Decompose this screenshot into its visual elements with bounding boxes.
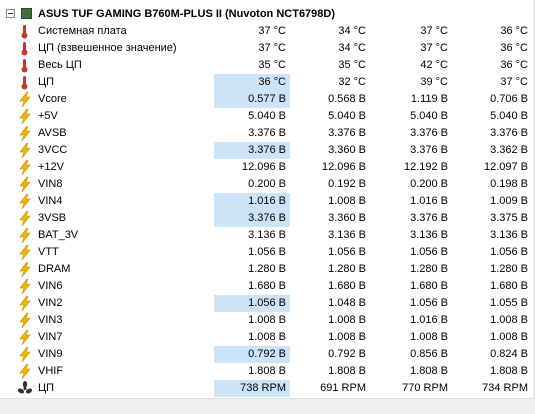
value-cell-1: [214, 363, 290, 380]
value-cell-4: [452, 244, 532, 261]
sensor-value: 1.808 В: [410, 365, 448, 377]
sensor-value: 36 °C: [258, 76, 286, 88]
sensor-group-title: ASUS TUF GAMING B760M-PLUS II (Nuvoton NCT6798D): [38, 8, 336, 20]
value-cell-1: [214, 346, 290, 363]
sensor-row[interactable]: [0, 23, 535, 40]
sensor-value: 39 °C: [420, 76, 448, 88]
sensor-row[interactable]: [0, 329, 535, 346]
value-cell-4: [452, 295, 532, 312]
thermometer-icon: [17, 75, 33, 90]
value-cell-4: [452, 261, 532, 278]
value-cell-3: [370, 363, 452, 380]
value-cell-3: [370, 108, 452, 125]
sensor-label: DRAM: [38, 263, 71, 275]
value-cell-4: [452, 176, 532, 193]
sensor-label: +5V: [38, 110, 58, 122]
sensor-label: Весь ЦП: [38, 59, 82, 71]
sensor-value: 0.198 В: [490, 178, 528, 190]
sensor-value: 32 °C: [338, 76, 366, 88]
value-cell-4: [452, 210, 532, 227]
sensor-label: VIN6: [38, 280, 63, 292]
sensor-label: VIN4: [38, 195, 63, 207]
fan-icon: [17, 381, 33, 396]
lightning-icon: [17, 330, 33, 345]
sensor-value: 1.008 В: [410, 331, 448, 343]
value-cell-3: [370, 278, 452, 295]
lightning-icon: [17, 92, 33, 107]
sensor-value: 3.362 В: [490, 144, 528, 156]
value-cell-3: [370, 91, 452, 108]
value-cell-3: [370, 74, 452, 91]
sensor-value: 3.376 В: [410, 144, 448, 156]
value-cell-3: [370, 125, 452, 142]
value-cell-2: [290, 380, 370, 397]
value-cell-3: [370, 380, 452, 397]
sensor-value: 1.008 В: [490, 314, 528, 326]
sensor-value: 1.016 В: [410, 195, 448, 207]
value-cell-3: [370, 227, 452, 244]
sensor-value: 1.016 В: [410, 314, 448, 326]
sensor-value: 3.360 В: [328, 212, 366, 224]
sensor-value: 12.096 В: [241, 161, 286, 173]
value-cell-3: [370, 346, 452, 363]
sensor-row[interactable]: [0, 363, 535, 380]
sensor-value: 37 °C: [258, 25, 286, 37]
sensor-label: BAT_3V: [38, 229, 79, 241]
sensor-value: 12.097 В: [483, 161, 528, 173]
sensor-row[interactable]: [0, 142, 535, 159]
value-cell-1: [214, 380, 290, 397]
sensor-row[interactable]: [0, 346, 535, 363]
sensor-row[interactable]: [0, 193, 535, 210]
lightning-icon: [17, 313, 33, 328]
sensor-label: VIN3: [38, 314, 63, 326]
sensor-value: 1.056 В: [490, 246, 528, 258]
sensor-value: 1.056 В: [410, 246, 448, 258]
value-cell-2: [290, 329, 370, 346]
value-cell-4: [452, 40, 532, 57]
sensor-value: 37 °C: [258, 42, 286, 54]
value-cell-4: [452, 329, 532, 346]
sensor-value: 36 °C: [500, 59, 528, 71]
value-cell-4: [452, 312, 532, 329]
sensor-label: VIN7: [38, 331, 63, 343]
sensor-value: 12.096 В: [321, 161, 366, 173]
sensor-value: 35 °C: [338, 59, 366, 71]
sensor-value: 5.040 В: [490, 110, 528, 122]
value-cell-4: [452, 278, 532, 295]
sensor-value: 1.008 В: [490, 331, 528, 343]
sensor-value: 12.192 В: [403, 161, 448, 173]
sensor-value: 1.008 В: [328, 195, 366, 207]
sensor-label: Системная плата: [38, 25, 127, 37]
sensor-label: VIN2: [38, 297, 63, 309]
sensor-value: 0.200 В: [248, 178, 286, 190]
sensor-row[interactable]: [0, 57, 535, 74]
value-cell-2: [290, 244, 370, 261]
horizontal-scrollbar[interactable]: [0, 398, 535, 414]
sensor-value: 0.577 В: [248, 93, 286, 105]
sensor-value: 0.824 В: [490, 348, 528, 360]
sensor-value: 3.376 В: [328, 127, 366, 139]
value-cell-1: [214, 193, 290, 210]
value-cell-4: [452, 23, 532, 40]
value-cell-2: [290, 159, 370, 176]
lightning-icon: [17, 126, 33, 141]
sensor-value: 1.280 В: [328, 263, 366, 275]
sensor-row[interactable]: [0, 108, 535, 125]
thermometer-icon: [17, 58, 33, 73]
sensor-label: ЦП: [38, 76, 55, 88]
value-cell-4: [452, 74, 532, 91]
value-cell-1: [214, 295, 290, 312]
value-cell-2: [290, 74, 370, 91]
sensor-value: 1.808 В: [248, 365, 286, 377]
value-cell-3: [370, 244, 452, 261]
thermometer-icon: [17, 41, 33, 56]
sensor-row[interactable]: [0, 380, 535, 397]
value-cell-1: [214, 210, 290, 227]
value-cell-2: [290, 40, 370, 57]
sensor-value: 37 °C: [420, 25, 448, 37]
value-cell-2: [290, 227, 370, 244]
sensor-label: ЦП (взвешенное значение): [38, 42, 177, 54]
sensor-value: 1.280 В: [490, 263, 528, 275]
sensor-value: 1.119 В: [410, 93, 448, 105]
sensor-label: VHIF: [38, 365, 64, 377]
motherboard-chip-icon: [21, 8, 32, 19]
sensor-row[interactable]: [0, 40, 535, 57]
sensor-value: 0.192 В: [328, 178, 366, 190]
value-cell-3: [370, 40, 452, 57]
lightning-icon: [17, 211, 33, 226]
value-cell-3: [370, 295, 452, 312]
value-cell-1: [214, 108, 290, 125]
sensor-row[interactable]: [0, 244, 535, 261]
sensor-label: AVSB: [38, 127, 67, 139]
sensor-value: 738 RPM: [240, 382, 286, 394]
value-cell-4: [452, 125, 532, 142]
sensor-value: 3.136 В: [410, 229, 448, 241]
sensor-value: 0.200 В: [410, 178, 448, 190]
value-cell-4: [452, 193, 532, 210]
value-cell-2: [290, 142, 370, 159]
value-cell-2: [290, 346, 370, 363]
sensor-value: 1.056 В: [328, 246, 366, 258]
sensor-value: 1.680 В: [490, 280, 528, 292]
sensor-label: Vcore: [38, 93, 67, 105]
sensor-value: 3.360 В: [328, 144, 366, 156]
sensor-value: 5.040 В: [410, 110, 448, 122]
sensor-row[interactable]: [0, 159, 535, 176]
sensor-value: 1.008 В: [328, 314, 366, 326]
value-cell-2: [290, 91, 370, 108]
value-cell-3: [370, 210, 452, 227]
sensor-value: 1.680 В: [248, 280, 286, 292]
sensor-value: 42 °C: [420, 59, 448, 71]
value-cell-1: [214, 312, 290, 329]
value-cell-1: [214, 125, 290, 142]
lightning-icon: [17, 143, 33, 158]
value-cell-3: [370, 193, 452, 210]
sensor-value: 1.016 В: [248, 195, 286, 207]
sensor-value: 36 °C: [500, 25, 528, 37]
sensor-row[interactable]: [0, 210, 535, 227]
value-cell-1: [214, 23, 290, 40]
value-cell-2: [290, 261, 370, 278]
sensor-row[interactable]: [0, 125, 535, 142]
value-cell-4: [452, 57, 532, 74]
sensor-label: 3VCC: [38, 144, 68, 156]
sensor-row[interactable]: [0, 227, 535, 244]
sensor-value: 0.792 В: [248, 348, 286, 360]
sensor-value: 3.375 В: [490, 212, 528, 224]
sensor-value: 0.856 В: [410, 348, 448, 360]
sensor-row[interactable]: [0, 312, 535, 329]
value-cell-2: [290, 23, 370, 40]
sensor-label: 3VSB: [38, 212, 67, 224]
lightning-icon: [17, 364, 33, 379]
value-cell-1: [214, 244, 290, 261]
sensor-row[interactable]: [0, 295, 535, 312]
sensor-label: VTT: [38, 246, 59, 258]
value-cell-4: [452, 346, 532, 363]
value-cell-2: [290, 176, 370, 193]
value-cell-1: [214, 57, 290, 74]
sensor-value: 1.055 В: [490, 297, 528, 309]
sensor-value: 734 RPM: [482, 382, 528, 394]
value-cell-4: [452, 159, 532, 176]
lightning-icon: [17, 279, 33, 294]
lightning-icon: [17, 347, 33, 362]
value-cell-3: [370, 329, 452, 346]
lightning-icon: [17, 262, 33, 277]
sensor-value: 3.376 В: [248, 212, 286, 224]
sensor-value: 1.008 В: [248, 314, 286, 326]
sensor-value: 1.009 В: [490, 195, 528, 207]
collapse-toggle-icon[interactable]: [6, 9, 15, 18]
sensor-value: 1.680 В: [410, 280, 448, 292]
sensor-value: 3.136 В: [248, 229, 286, 241]
sensor-value: 3.376 В: [248, 144, 286, 156]
sensor-value: 3.376 В: [410, 212, 448, 224]
sensor-value: 3.376 В: [490, 127, 528, 139]
value-cell-2: [290, 210, 370, 227]
sensor-label: ЦП: [38, 382, 55, 394]
sensor-value: 3.136 В: [328, 229, 366, 241]
value-cell-1: [214, 176, 290, 193]
value-cell-3: [370, 261, 452, 278]
sensor-value: 1.056 В: [248, 246, 286, 258]
sensor-value: 1.008 В: [248, 331, 286, 343]
value-cell-1: [214, 278, 290, 295]
sensor-row[interactable]: [0, 176, 535, 193]
value-cell-3: [370, 23, 452, 40]
sensor-value: 36 °C: [500, 42, 528, 54]
value-cell-4: [452, 380, 532, 397]
lightning-icon: [17, 177, 33, 192]
lightning-icon: [17, 194, 33, 209]
sensor-value: 0.706 В: [490, 93, 528, 105]
value-cell-1: [214, 159, 290, 176]
value-cell-4: [452, 108, 532, 125]
value-cell-4: [452, 142, 532, 159]
value-cell-1: [214, 91, 290, 108]
value-cell-1: [214, 261, 290, 278]
value-cell-4: [452, 227, 532, 244]
sensor-value: 1.048 В: [328, 297, 366, 309]
sensor-row[interactable]: [0, 74, 535, 91]
value-cell-1: [214, 227, 290, 244]
sensor-value: 37 °C: [420, 42, 448, 54]
value-cell-2: [290, 108, 370, 125]
sensor-value: 1.056 В: [248, 297, 286, 309]
value-cell-2: [290, 125, 370, 142]
lightning-icon: [17, 109, 33, 124]
value-cell-3: [370, 159, 452, 176]
value-cell-3: [370, 176, 452, 193]
sensor-value: 34 °C: [338, 25, 366, 37]
thermometer-icon: [17, 24, 33, 39]
sensor-value: 1.680 В: [328, 280, 366, 292]
sensor-label: VIN9: [38, 348, 63, 360]
value-cell-2: [290, 363, 370, 380]
sensor-value: 0.568 В: [328, 93, 366, 105]
sensor-value: 5.040 В: [248, 110, 286, 122]
sensor-value: 35 °C: [258, 59, 286, 71]
value-cell-2: [290, 312, 370, 329]
sensor-value: 5.040 В: [328, 110, 366, 122]
sensor-label: +12V: [38, 161, 64, 173]
sensor-value: 1.008 В: [328, 331, 366, 343]
value-cell-4: [452, 91, 532, 108]
sensor-value: 1.280 В: [410, 263, 448, 275]
lightning-icon: [17, 245, 33, 260]
lightning-icon: [17, 228, 33, 243]
value-cell-3: [370, 142, 452, 159]
value-cell-3: [370, 57, 452, 74]
value-cell-2: [290, 278, 370, 295]
sensor-label: VIN8: [38, 178, 63, 190]
sensor-value: 3.376 В: [410, 127, 448, 139]
sensor-value: 770 RPM: [402, 382, 448, 394]
sensor-value: 34 °C: [338, 42, 366, 54]
sensor-value: 0.792 В: [328, 348, 366, 360]
sensor-row[interactable]: [0, 278, 535, 295]
value-cell-1: [214, 74, 290, 91]
value-cell-4: [452, 363, 532, 380]
value-cell-2: [290, 57, 370, 74]
value-cell-1: [214, 142, 290, 159]
sensor-row[interactable]: [0, 91, 535, 108]
sensor-value: 691 RPM: [320, 382, 366, 394]
value-cell-2: [290, 193, 370, 210]
sensor-value: 1.280 В: [248, 263, 286, 275]
sensor-value: 1.056 В: [410, 297, 448, 309]
sensor-value: 3.376 В: [248, 127, 286, 139]
sensor-value: 3.136 В: [490, 229, 528, 241]
value-cell-1: [214, 329, 290, 346]
value-cell-1: [214, 40, 290, 57]
value-cell-2: [290, 295, 370, 312]
lightning-icon: [17, 160, 33, 175]
sensor-value: 37 °C: [500, 76, 528, 88]
value-cell-3: [370, 312, 452, 329]
sensor-value: 1.808 В: [490, 365, 528, 377]
sensor-value: 1.808 В: [328, 365, 366, 377]
sensor-group-header[interactable]: [0, 6, 535, 24]
sensor-row[interactable]: [0, 261, 535, 278]
lightning-icon: [17, 296, 33, 311]
